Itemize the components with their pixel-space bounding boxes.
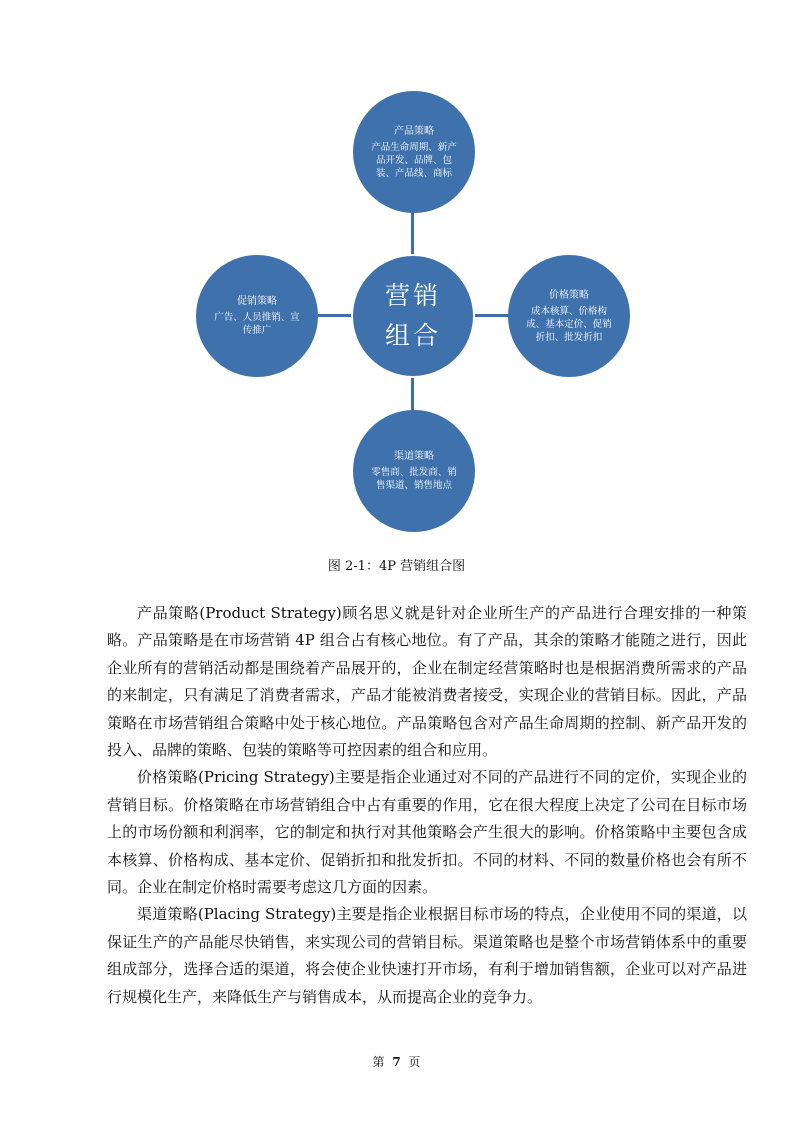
paragraph-pricing-strategy: 价格策略(Pricing Strategy)主要是指企业通过对不同的产品进行不同的定价，实现企业的营销目标。价格策略在市场营销组合中占有重要的作用，它在很大程度上决定了公司在目标市场上的市场份额和利润率，它的制定和执行对其他策略会产生很大的影响。价格策略中主要包含成本核算、价格构成、基本定价、促销折扣和批发折扣。不同的材料、不同的数量价格也会有所不同。企业在制定价格时需要考虑这几方面的因素。 [107,768,747,897]
page-number-suffix: 页 [408,1055,421,1069]
product-strategy-circle [353,91,475,213]
center-label-line1: 营销 [384,281,441,310]
page-footer [0,1053,793,1070]
body-text [107,600,747,1011]
place-strategy-title: 渠道策略 [394,451,434,462]
connector-left [318,314,352,317]
connector-bottom [411,376,414,412]
promotion-strategy-desc: 广告、人员推销、宣传推广 [214,312,300,336]
price-strategy-desc: 成本核算、价格构成、基本定价、促销折扣、批发折扣 [526,305,612,343]
product-strategy-title: 产品策略 [394,125,434,137]
paragraph-placing-strategy: 渠道策略(Placing Strategy)主要是指企业根据目标市场的特点，企业使用不同的渠道，以保证生产的产品能尽快销售，来实现公司的营销目标。渠道策略也是整个市场营销体系中的重要组成部分，选择合适的渠道，将会使企业快速打开市场，有利于增加销售额，企业可以对产品进行规模化生产，来降低生产与销售成本，从而提高企业的竞争力。 [107,905,747,1006]
marketing-mix-center-circle [351,254,475,378]
place-strategy-desc: 零售商、批发商、销售渠道、销售地点 [371,467,457,491]
figure-caption: 图 2-1：4P 营销组合图 [327,559,466,574]
price-strategy-circle [508,255,630,377]
page-number: 7 [392,1055,401,1069]
place-strategy-circle [353,410,475,532]
4p-marketing-mix-diagram [0,0,793,545]
paragraph-product-strategy: 产品策略(Product Strategy)顾名思义就是针对企业所生产的产品进行合理安排的一种策略。产品策略是在市场营销 4P 组合占有核心地位。有了产品，其余的策略才能随之进行，因此企业所有的营销活动都是围绕着产品展开的，企业在制定经营策略时也是根据消费所需求的产品的来制定，只有满足了消费者需求，产品才能被消费者接受，实现企业的营销目标。因此，产品策略在市场营销组合策略中处于核心地位。产品策略包含对产品生命周期的控制、新产品开发的投入、品牌的策略、包装的策略等可控因素的组合和应用。 [107,604,747,760]
product-strategy-desc: 产品生命周期、新产品开发、品牌、包装、产品线、商标 [371,141,457,179]
promotion-strategy-title: 促销策略 [237,296,277,307]
promotion-strategy-circle [196,255,318,377]
price-strategy-title: 价格策略 [549,289,589,301]
connector-top [411,210,414,256]
page-number-prefix: 第 [372,1055,385,1069]
center-label-line2: 组合 [384,321,441,350]
